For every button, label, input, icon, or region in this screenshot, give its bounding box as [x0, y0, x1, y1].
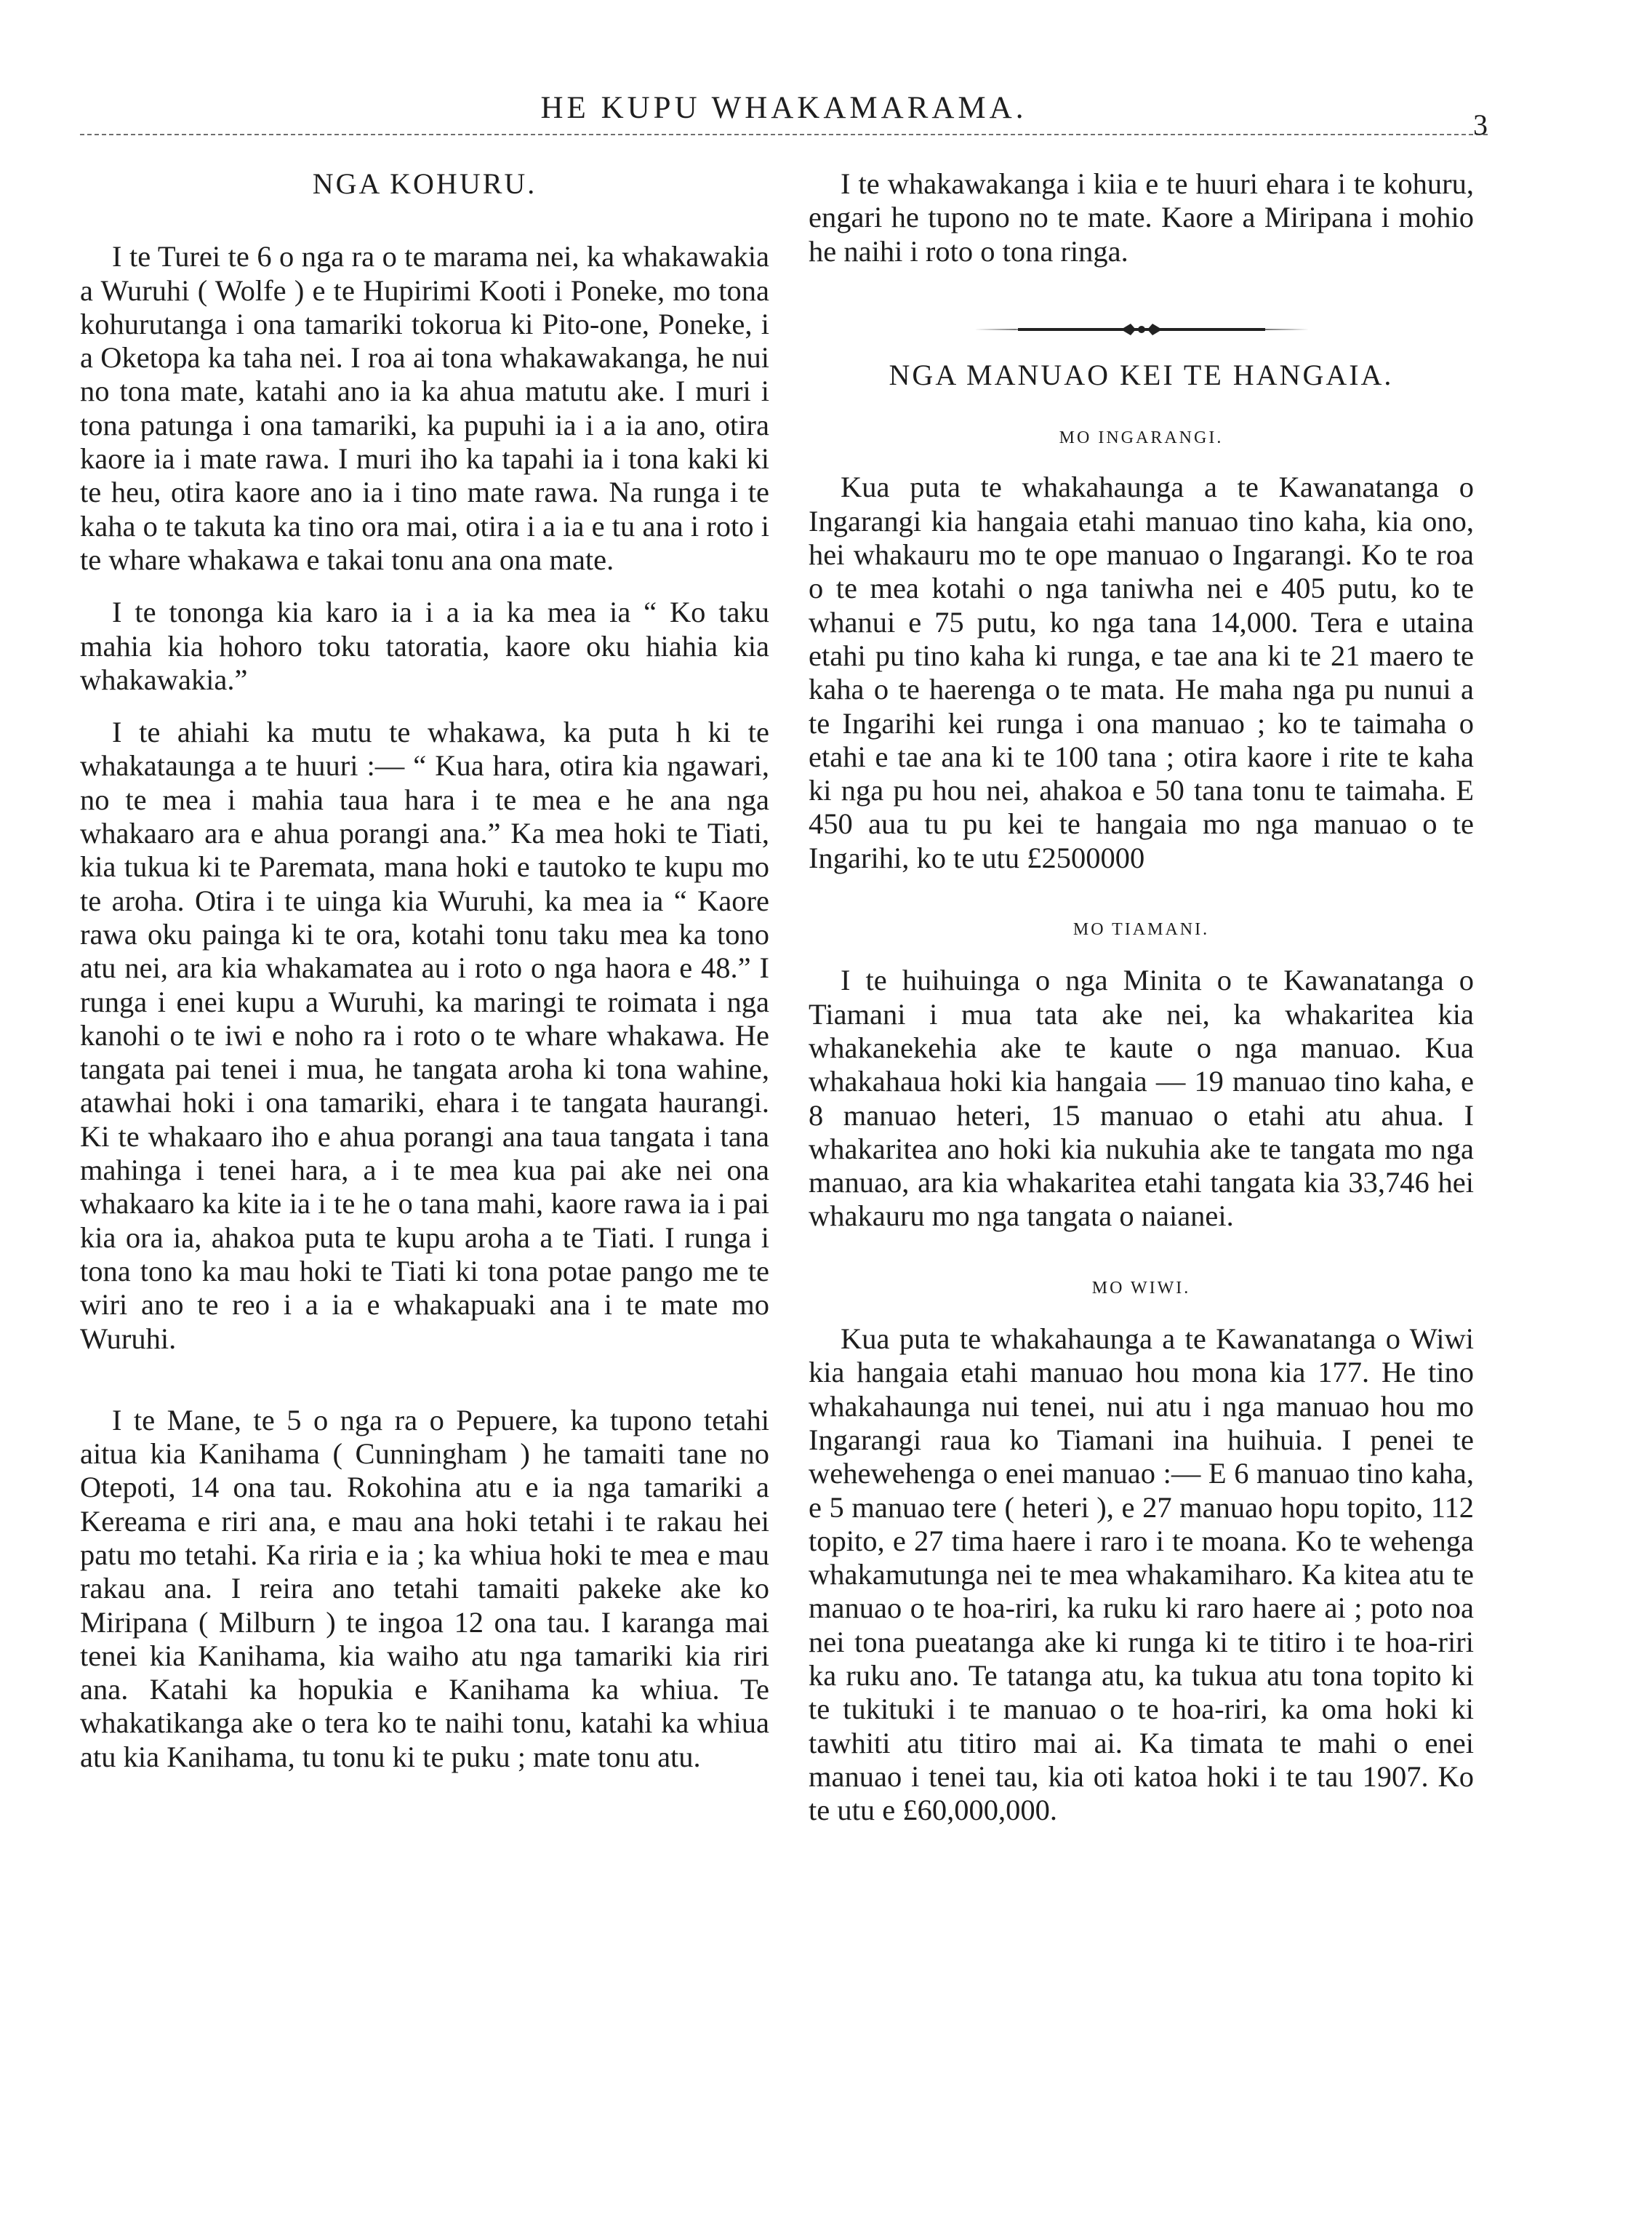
paragraph: I te Mane, te 5 o nga ra o Pepuere, ka tupono tetahi aitua kia Kanihama ( Cunningham ) he tamaiti tane no Otepoti, 14 ona tau. Rokohina atu e ia nga tamariki a Kereama e riri ana, e mau ana hoki tetahi i te rakau hei patu mo tetahi. Ka riria e ia ; ka whiua hoki te mea e mau rakau ana. I reira ano tetahi tamaiti pakeke ake ko Miripana ( Milburn ) te ingoa 12 ona tau. I karanga mai tenei kia Kanihama, kia waiho atu nga tamariki kia riri ana. Katahi ka hopukia e Kanihama ka whiua. Te whakatikanga ake o tera ko te naihi tonu, katahi ka whiua atu kia Kanihama, tu tonu ki te puku ; mate tonu atu. — [80, 1403, 769, 1773]
left-column — [80, 167, 769, 1793]
paragraph: I te huihuinga o nga Minita o te Kawanatanga o Tiamani i mua tata ake nei, ka whakaritea kia whakanekehia ake te kaute o nga manuao. Kua whakahaua hoki kia hangaia — 19 manuao tino kaha, e 8 manuao heteri, 15 manuao o etahi atu ahua. I whakaritea ano hoki kia nukuhia ake te tangata mo nga manuao, ara kia whakaritea etahi tangata kia 33,746 hei whakauru mo nga tangata o naianei. — [809, 964, 1474, 1233]
section-heading-nga-manuao: NGA MANUAO KEI TE HANGAIA. — [889, 358, 1394, 391]
ornament-divider — [809, 312, 1474, 329]
subheading-mo-ingarangi: MO INGARANGI. — [1059, 428, 1224, 448]
paragraph: Kua puta te whakahaunga a te Kawanatanga o Ingarangi kia hangaia etahi manuao tino kaha, kia ono, hei whakauru mo te ope manuao o Ingarangi. Ko te roa o te mea kotahi o nga taniwha nei e 405 putu, ko te whanui e 75 putu, ko nga tana 14,000. Tera e utaina etahi pu tino kaha ki runga, e tae ana ki te 21 maero te kaha o te haerenga o te mata. He maha nga pu nunui a te Ingarihi kei runga i ona manuao ; ko te taimaha o etahi e tae ana ki te 100 tana ; otira kaore i rite te kaha ki nga pu hou nei, ahakoa e 50 tana tonu te taimaha. E 450 aua tu pu kei te hangaia mo nga manuao o te Ingarihi, ko te utu £2500000 — [809, 471, 1474, 874]
subheading-mo-wiwi: MO WIWI. — [1091, 1278, 1191, 1298]
page-number: 3 — [1473, 108, 1488, 141]
paragraph: I te ahiahi ka mutu te whakawa, ka puta h ki te whakataunga a te huuri :— “ Kua hara, otira kia ngawari, no te mea i mahia taua hara i te mea e he ana nga whakaaro ara e ahua porangi ana.” Ka mea hoki te Tiati, kia tukua ki te Paremata, mana hoki e tautoko te kupu mo te aroha. Otira i te uinga kia Wuruhi, ka mea ia “ Kaore rawa oku painga ki te ora, kotahi tonu taku mea ka tono atu nei, ara kia whakamatea au i roto o nga haora e 48.” I runga i enei kupu a Wuruhi, ka maringi te roimata i nga kanohi o te iwi e noho ra i roto o te whare whakawa. He tangata pai tenei i mua, he tangata aroha ki tona wahine, atawhai hoki i ona tamariki, ehara i te tangata haurangi. Ki te whakaaro iho e ahua porangi ana taua tangata i tana mahinga i tenei hara, a i te mea kua pai ake nei ona whakaaro ka kite ia i te he o tana mahi, kaore rawa ia i pai kia ora ia, ahakoa puta te kupu aroha a te Tiati. I runga i tona tono ka mau hoki te Tiati ki tona potae pango me te wiri ano te reo i a ia e whakapuaki ana i te mate mo Wuruhi. — [80, 716, 769, 1355]
paragraph: I te Turei te 6 o nga ra o te marama nei, ka whakawakia a Wuruhi ( Wolfe ) e te Hupirimi Kooti i Poneke, mo tona kohurutanga i ona tamariki tokorua ki Pito-one, Poneke, i a Oketopa ka taha nei. I roa ai tona whakawakanga, he nui no tona mate, katahi ano ia ka ahua matutu ake. I muri i tona patunga i ona tamariki, ka pupuhi ia i a ia ano, otira kaore ia i mate rawa. I muri iho ka tapahi ia i tona kaki ki te heu, otira kaore ano ia i tino mate rawa. Na runga i te kaha o te takuta ka tino ora mai, otira i a ia e tu ana i roto i te whare whakawa e takai tonu ana ona mate. — [80, 240, 769, 576]
right-column — [809, 167, 1474, 1846]
running-title: HE KUPU WHAKAMARAMA. — [80, 90, 1488, 126]
header-rule — [80, 134, 1488, 135]
section-heading-nga-kohuru: NGA KOHURU. — [312, 167, 537, 200]
paragraph: Kua puta te whakahaunga a te Kawanatanga o Wiwi kia hangaia etahi manuao hou mona kia 177. He tino whakahaunga nui tenei, nui atu i nga manuao hou mo Ingarangi raua ko Tiamani ina huihuia. I penei te wehewehenga o enei manuao :— E 6 manuao tino kaha, e 5 manuao tere ( heteri ), e 27 manuao hopu topito, 112 topito, e 27 tima haere i raro i te moana. Ko te wehenga whakamutunga nei te mea whakamiharo. Ka kitea atu te manuao o te hoa-riri, ka ruku ki raro haere ai ; poto noa nei tona pueatanga ake ki runga ki te titiro i te hoa-riri ka ruku ano. Te tatanga atu, ka tukua atu tona topito ki te tukituki i te manuao o te hoa-riri, ka oma hoki ki tawhiti atu titiro mai ai. Ka timata te mahi o enei manuao i tenei tau, kia oti katoa hoki i te tau 1907. Ko te utu e £60,000,000. — [809, 1322, 1474, 1827]
paragraph: I te whakawakanga i kiia e te huuri ehara i te kohuru, engari he tupono no te mate. Kaore a Miripana i mohio he naihi i roto o tona ringa. — [809, 167, 1474, 268]
divider-ornament-icon — [974, 321, 1309, 338]
subheading-mo-tiamani: MO TIAMANI. — [1072, 920, 1210, 940]
paragraph: I te tononga kia karo ia i a ia ka mea ia “ Ko taku mahia kia hohoro toku tatoratia, kaore oku hiahia kia whakawakia.” — [80, 596, 769, 696]
running-header — [80, 86, 1488, 151]
